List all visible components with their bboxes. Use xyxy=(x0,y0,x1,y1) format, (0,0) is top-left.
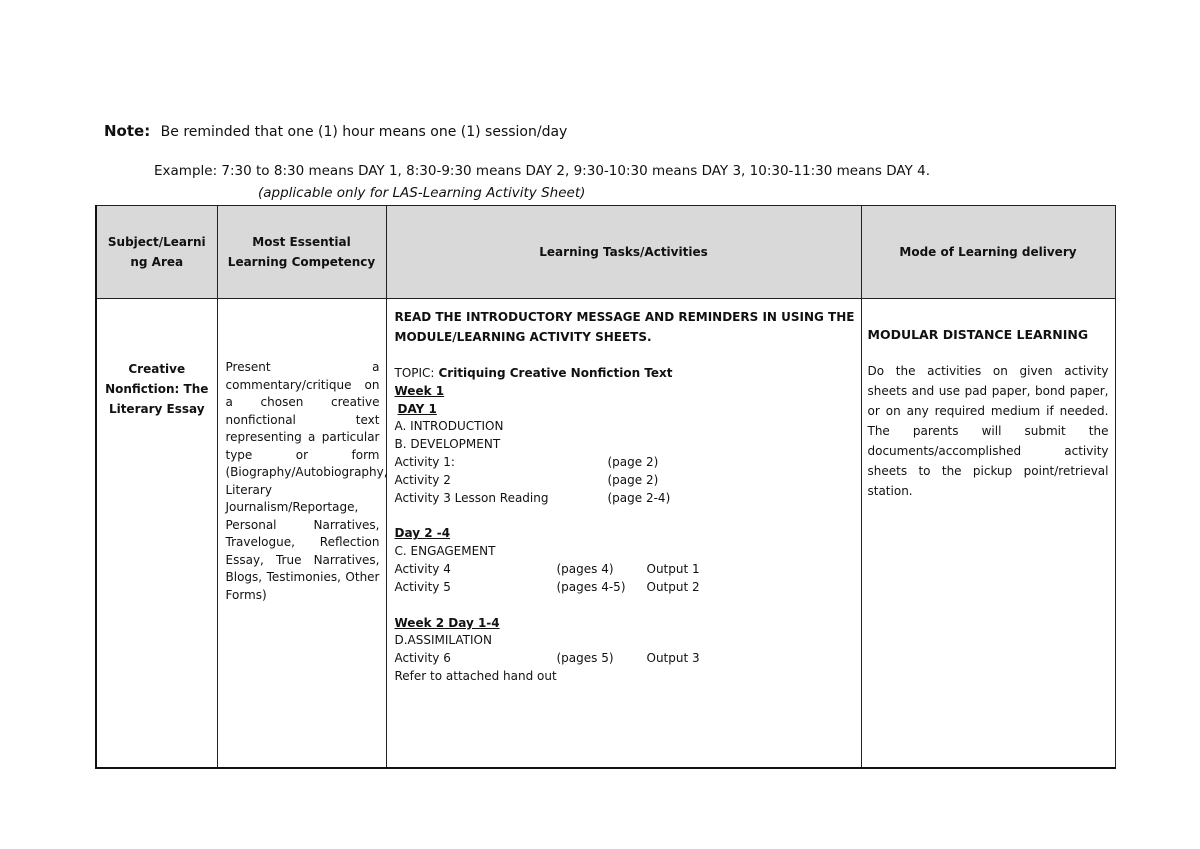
introduction-label: A. INTRODUCTION xyxy=(394,419,504,434)
note-line xyxy=(104,122,567,140)
topic-label: TOPIC: xyxy=(394,366,435,380)
activity-name: Activity 5 xyxy=(394,579,451,594)
applicable-note: (applicable only for LAS-Learning Activity Sheet) xyxy=(258,185,586,201)
header-mode: Mode of Learning delivery xyxy=(861,206,1115,299)
activity-name: Activity 4 xyxy=(394,561,451,576)
tasks-cell xyxy=(386,299,861,769)
activity-page: (pages 5) xyxy=(556,651,614,666)
activity-name: Activity 6 xyxy=(394,651,451,666)
activity-name: Activity 1: xyxy=(394,454,455,469)
activity-page: (pages 4) xyxy=(556,561,614,576)
activity-name: Activity 3 Lesson Reading xyxy=(394,490,549,505)
week1-heading: Week 1 xyxy=(394,383,445,398)
activity-page: (page 2) xyxy=(607,472,659,487)
activity-output: Output 3 xyxy=(646,651,700,666)
activity-name: Activity 2 xyxy=(394,472,451,487)
assimilation-label: D.ASSIMILATION xyxy=(394,633,492,648)
mode-title: MODULAR DISTANCE LEARNING xyxy=(867,327,1089,342)
topic-line xyxy=(395,365,855,383)
las-table xyxy=(95,205,1116,769)
header-tasks: Learning Tasks/Activities xyxy=(386,206,861,299)
activity-row xyxy=(395,579,855,597)
table-row xyxy=(96,299,1115,769)
subject-cell: Creative Nonfiction: The Literary Essay xyxy=(96,299,217,769)
activity-row xyxy=(395,490,855,508)
header-row xyxy=(96,206,1115,299)
activity-page: (page 2) xyxy=(607,454,659,469)
handout-note: Refer to attached hand out xyxy=(394,668,557,683)
note-text: Be reminded that one (1) hour means one (1) session/day xyxy=(160,124,568,140)
topic-value: Critiquing Creative Nonfiction Text xyxy=(438,366,673,380)
activity-row xyxy=(395,561,855,579)
activity-page: (page 2-4) xyxy=(607,490,671,505)
mode-cell xyxy=(861,299,1115,769)
intro-reminder: READ THE INTRODUCTORY MESSAGE AND REMINDERS IN USING THE MODULE/LEARNING ACTIVITY SHEETS. xyxy=(394,310,855,344)
header-subject: Subject/Learni ng Area xyxy=(96,206,217,299)
note-label: Note: xyxy=(104,122,151,140)
activity-row xyxy=(395,454,855,472)
competency-cell: Present a commentary/critique on a chosen creative nonfictional text representing a particular type or form (Biography/Autobiography, Literary Journalism/Reportage, Personal Narratives, Travelogue, Reflection Essay, True Narratives, Blogs, Testimonies, Other Forms) xyxy=(217,299,386,769)
header-competency: Most Essential Learning Competency xyxy=(217,206,386,299)
activity-output: Output 2 xyxy=(646,579,700,594)
week2-heading: Week 2 Day 1-4 xyxy=(394,615,500,630)
mode-description: Do the activities on given activity sheets and use pad paper, bond paper, or on any required medium if needed. The parents will submit the documents/accomplished activity sheets to the pickup point/retrieval station. xyxy=(867,364,1109,498)
activity-row xyxy=(395,650,855,668)
activity-row xyxy=(395,472,855,490)
example-line: Example: 7:30 to 8:30 means DAY 1, 8:30-9:30 means DAY 2, 9:30-10:30 means DAY 3, 10:30-11:30 means DAY 4. xyxy=(154,163,930,179)
day1-heading: DAY 1 xyxy=(397,401,437,416)
activity-output: Output 1 xyxy=(646,561,700,576)
engagement-label: C. ENGAGEMENT xyxy=(394,544,496,559)
development-label: B. DEVELOPMENT xyxy=(394,437,501,452)
day24-heading: Day 2 -4 xyxy=(394,526,451,541)
activity-page: (pages 4-5) xyxy=(556,579,626,594)
